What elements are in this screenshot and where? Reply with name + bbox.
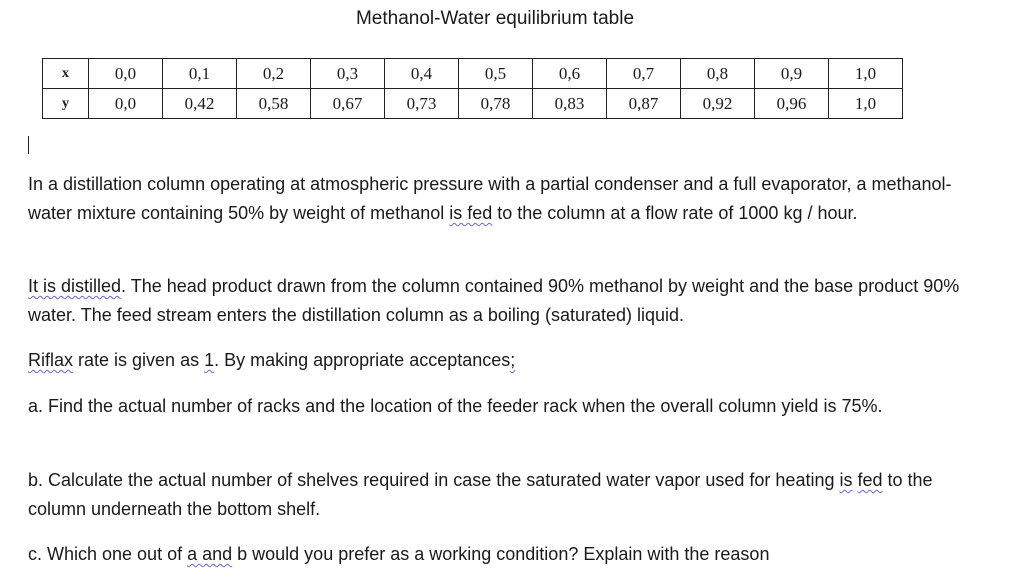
text-span: b would you prefer as a working condition? Explain with the reason xyxy=(232,544,770,564)
row-label-x: x xyxy=(43,59,89,89)
equilibrium-table xyxy=(42,58,903,119)
table-cell: 0,8 xyxy=(681,59,755,89)
spellcheck-span: ; xyxy=(510,350,516,370)
table-cell: 0,87 xyxy=(607,89,681,119)
paragraph-intro xyxy=(28,170,988,228)
text-span: c. Which one out of xyxy=(28,544,188,564)
text-span: . By making appropriate acceptances xyxy=(214,350,511,370)
table-cell: 0,92 xyxy=(681,89,755,119)
spellcheck-span: is fed xyxy=(449,203,493,223)
table-cell: 0,78 xyxy=(459,89,533,119)
table-cell: 0,6 xyxy=(533,59,607,89)
text-span: b. Calculate the actual number of shelves required in case the saturated water vapor used for heating xyxy=(28,470,840,490)
spellcheck-span: 1 xyxy=(204,350,215,370)
text-span: rate is given as xyxy=(73,350,205,370)
table-cell: 0,83 xyxy=(533,89,607,119)
text-cursor xyxy=(28,136,29,154)
table-cell: 1,0 xyxy=(829,89,903,119)
text-span: to the column underneath the bottom shelf. xyxy=(28,470,933,519)
table-cell: 0,5 xyxy=(459,59,533,89)
paragraph-reflux xyxy=(28,346,988,375)
text-span: In a distillation column operating at atmospheric pressure with a partial condenser and a full evaporator, a methanol-water mixture containing 50% by weight of methanol xyxy=(28,174,952,223)
table-cell: 0,96 xyxy=(755,89,829,119)
spellcheck-span: Riflax xyxy=(28,350,74,370)
paragraph-distilled xyxy=(28,272,988,330)
table-cell: 0,0 xyxy=(89,59,163,89)
table-cell: 0,67 xyxy=(311,89,385,119)
table-cell: 0,9 xyxy=(755,59,829,89)
table-cell: 0,7 xyxy=(607,59,681,89)
table-row-x xyxy=(43,59,903,89)
table-cell: 0,42 xyxy=(163,89,237,119)
spellcheck-span: is xyxy=(839,470,853,490)
document-title: Methanol-Water equilibrium table xyxy=(355,8,635,29)
table-cell: 0,0 xyxy=(89,89,163,119)
text-span: to the column at a flow rate of 1000 kg / hour. xyxy=(492,203,858,223)
text-span: . The head product drawn from the column contained 90% methanol by weight and the base product 90% water. The feed stream enters the distillation column as a boiling (saturated) liquid. xyxy=(28,276,960,325)
table-cell: 0,73 xyxy=(385,89,459,119)
table-row-y xyxy=(43,89,903,119)
table-cell: 0,4 xyxy=(385,59,459,89)
row-label-y: y xyxy=(43,89,89,119)
question-c xyxy=(28,540,988,569)
table-cell: 0,58 xyxy=(237,89,311,119)
table-cell: 0,3 xyxy=(311,59,385,89)
table-cell: 1,0 xyxy=(829,59,903,89)
table-cell: 0,1 xyxy=(163,59,237,89)
table-cell: 0,2 xyxy=(237,59,311,89)
spellcheck-span: It is distilled xyxy=(28,276,122,296)
spellcheck-span: fed xyxy=(857,470,883,490)
question-b xyxy=(28,466,988,524)
question-a: a. Find the actual number of racks and the location of the feeder rack when the overall column yield is 75%. xyxy=(28,396,883,416)
spellcheck-span: a and xyxy=(187,544,233,564)
